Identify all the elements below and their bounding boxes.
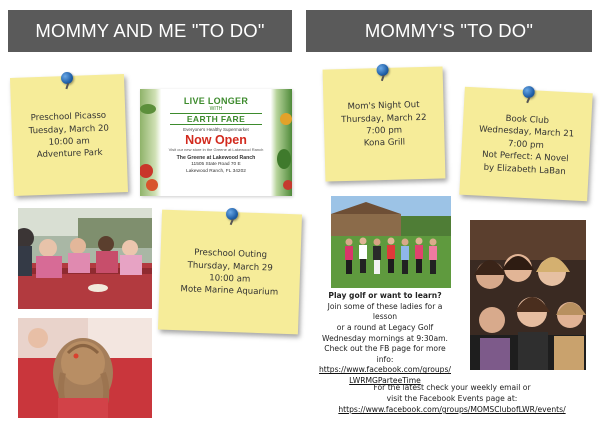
- ad-visit-text: Visit our new store in the Greene at Lakewood Ranch: [168, 147, 264, 152]
- golf-line: or a round at Legacy Golf: [336, 322, 434, 332]
- pushpin-icon: [522, 86, 535, 99]
- earth-fare-logo: EARTH FARE: [170, 113, 262, 125]
- golf-group-photo: [331, 196, 451, 288]
- golf-info: [318, 291, 452, 387]
- moms-night-photo: [470, 220, 586, 370]
- golf-line: Join some of these ladies for a lesson: [327, 301, 443, 322]
- ad-headline: LIVE LONGER: [183, 96, 249, 106]
- note-time: 7:00 pm: [507, 138, 545, 151]
- golf-link-part2: LWRMGParteeTime: [349, 376, 421, 385]
- golf-link-part1: https://www.facebook.com/groups/: [318, 365, 451, 375]
- note-moms-night-out: [323, 66, 446, 181]
- note-title: Book Club: [505, 113, 550, 127]
- golf-line: Wednesday mornings at 9:30am.: [322, 333, 448, 343]
- ad-address-line2: Lakewood Ranch, FL 34202: [186, 168, 246, 174]
- footer-line: visit the Facebook Events page at:: [386, 394, 518, 403]
- earth-fare-ad: [140, 89, 292, 196]
- note-book-club: [459, 87, 592, 202]
- note-date: Tuesday, March 20: [28, 123, 110, 136]
- note-preschool-outing: [158, 210, 302, 335]
- note-location: Mote Marine Aquarium: [180, 284, 279, 299]
- ad-with: WITH: [209, 106, 223, 112]
- ad-now-open: Now Open: [185, 133, 247, 147]
- pushpin-icon: [61, 72, 73, 84]
- note-date: Thursday, March 22: [341, 112, 427, 125]
- golf-heading: Play golf or want to learn?: [328, 291, 442, 300]
- note-time: 10:00 am: [48, 136, 90, 148]
- girl-braids-photo: [18, 318, 152, 418]
- events-facebook-link[interactable]: https://www.facebook.com/groups/MOMSClubofLWR/events/: [338, 405, 566, 414]
- note-preschool-picasso: [10, 74, 128, 196]
- note-title: Preschool Outing: [194, 247, 268, 261]
- ad-location-name: The Greene at Lakewood Ranch: [176, 155, 256, 162]
- note-location: Adventure Park: [36, 148, 103, 161]
- note-date: Thursday, March 29: [187, 260, 273, 274]
- note-title: Preschool Picasso: [30, 110, 107, 124]
- ad-tagline: Everyone's Healthy Supermarket: [183, 127, 249, 132]
- kids-picnic-photo: [18, 208, 152, 309]
- note-time: 10:00 am: [209, 273, 251, 285]
- pushpin-icon: [226, 208, 238, 220]
- note-date: Wednesday, March 21: [478, 124, 575, 140]
- footer-info: [306, 382, 598, 415]
- note-location: Kona Grill: [363, 137, 406, 149]
- note-time: 7:00 pm: [366, 125, 403, 137]
- ad-address-line1: 11505 State Road 70 E: [191, 162, 241, 168]
- pushpin-icon: [376, 64, 388, 76]
- note-title: Mom's Night Out: [347, 100, 420, 113]
- note-book-author: by Elizabeth LaBan: [483, 162, 566, 177]
- mommys-banner: MOMMY'S "TO DO": [306, 10, 592, 52]
- footer-line: For the latest check your weekly email or: [373, 383, 531, 392]
- note-book-title: Not Perfect: A Novel: [481, 149, 569, 165]
- mommy-and-me-banner: MOMMY AND ME "TO DO": [8, 10, 292, 52]
- golf-line: Check out the FB page for more info:: [324, 344, 446, 364]
